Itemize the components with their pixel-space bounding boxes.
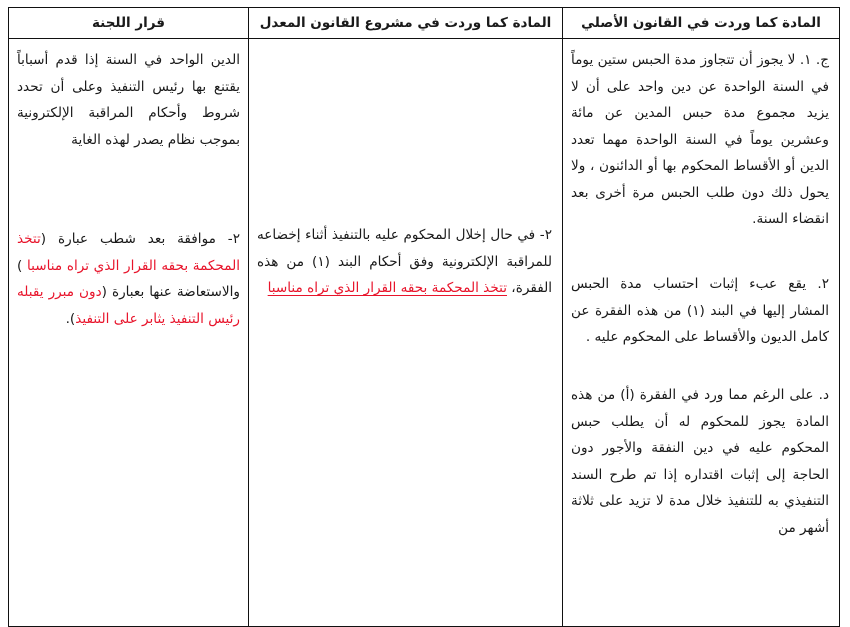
comparison-table <box>8 7 840 627</box>
amended-highlighted-phrase: تتخذ المحكمة بحقه القرار الذي تراه مناسبا <box>267 280 507 296</box>
committee-text-c: ). <box>65 310 76 327</box>
original-para-c1: ج. ١. لا يجوز أن تتجاوز مدة الحبس ستين يوماً في السنة الواحدة عن دين واحد على أن لا يزيد مجموع مدة حبس المدين عن مائة وعشرين يوماً في السنة الواحدة مهما تعدد الدين أو الأقساط المحكوم بها أو الدائنون ، ولا يحول ذلك دون طلب الحبس مرة أخرى بعد انقضاء السنة. <box>571 52 829 227</box>
amended-para-text: ٢- في حال إخلال المحكوم عليه بالتنفيذ أثناء إخضاعه للمراقبة الإلكترونية وفق أحكام البند (١) من هذه الفقرة، <box>257 227 552 296</box>
committee-para-2 <box>17 226 240 332</box>
committee-text-b: ) والاستعاضة عنها بعبارة ( <box>17 257 240 300</box>
committee-text-a: ٢- موافقة بعد شطب عبارة ( <box>40 231 240 247</box>
header-amended-law: المادة كما وردت في مشروع القانون المعدل <box>249 8 563 39</box>
committee-struck-phrase: تتخذ المحكمة بحقه القرار الذي تراه مناسبا <box>17 231 240 274</box>
committee-para-1: الدين الواحد في السنة إذا قدم أسباباً يقتنع بها رئيس التنفيذ وعلى أن تحدد شروط وأحكام المراقبة الإلكترونية بموجب نظام يصدر لهذه الغاية <box>17 52 240 148</box>
header-original-law: المادة كما وردت في القانون الأصلي <box>563 8 840 39</box>
original-law-cell <box>563 39 840 627</box>
header-committee-decision: قرار اللجنة <box>9 8 249 39</box>
header-row <box>9 8 840 39</box>
committee-decision-cell <box>9 39 249 627</box>
content-row <box>9 39 840 627</box>
original-para-d: د. على الرغم مما ورد في الفقرة (أ) من هذه المادة يجوز للمحكوم له أن يطلب حبس المحكوم عليه في دين النفقة والأجور دون الحاجة إلى إثبات اقتداره إذا تم طرح السند التنفيذي به للتنفيذ خلال مدة لا تزيد على ثلاثة أشهر من <box>571 387 829 536</box>
amended-law-cell <box>249 39 563 627</box>
amended-para-2 <box>257 222 552 302</box>
committee-replacement-phrase: دون مبرر يقبله رئيس التنفيذ يثابر على التنفيذ <box>17 284 240 327</box>
original-para-c2: ٢. يقع عبء إثبات احتساب مدة الحبس المشار إليها في البند (١) من هذه الفقرة عن كامل الديون والأقساط على المحكوم عليه . <box>571 276 829 345</box>
